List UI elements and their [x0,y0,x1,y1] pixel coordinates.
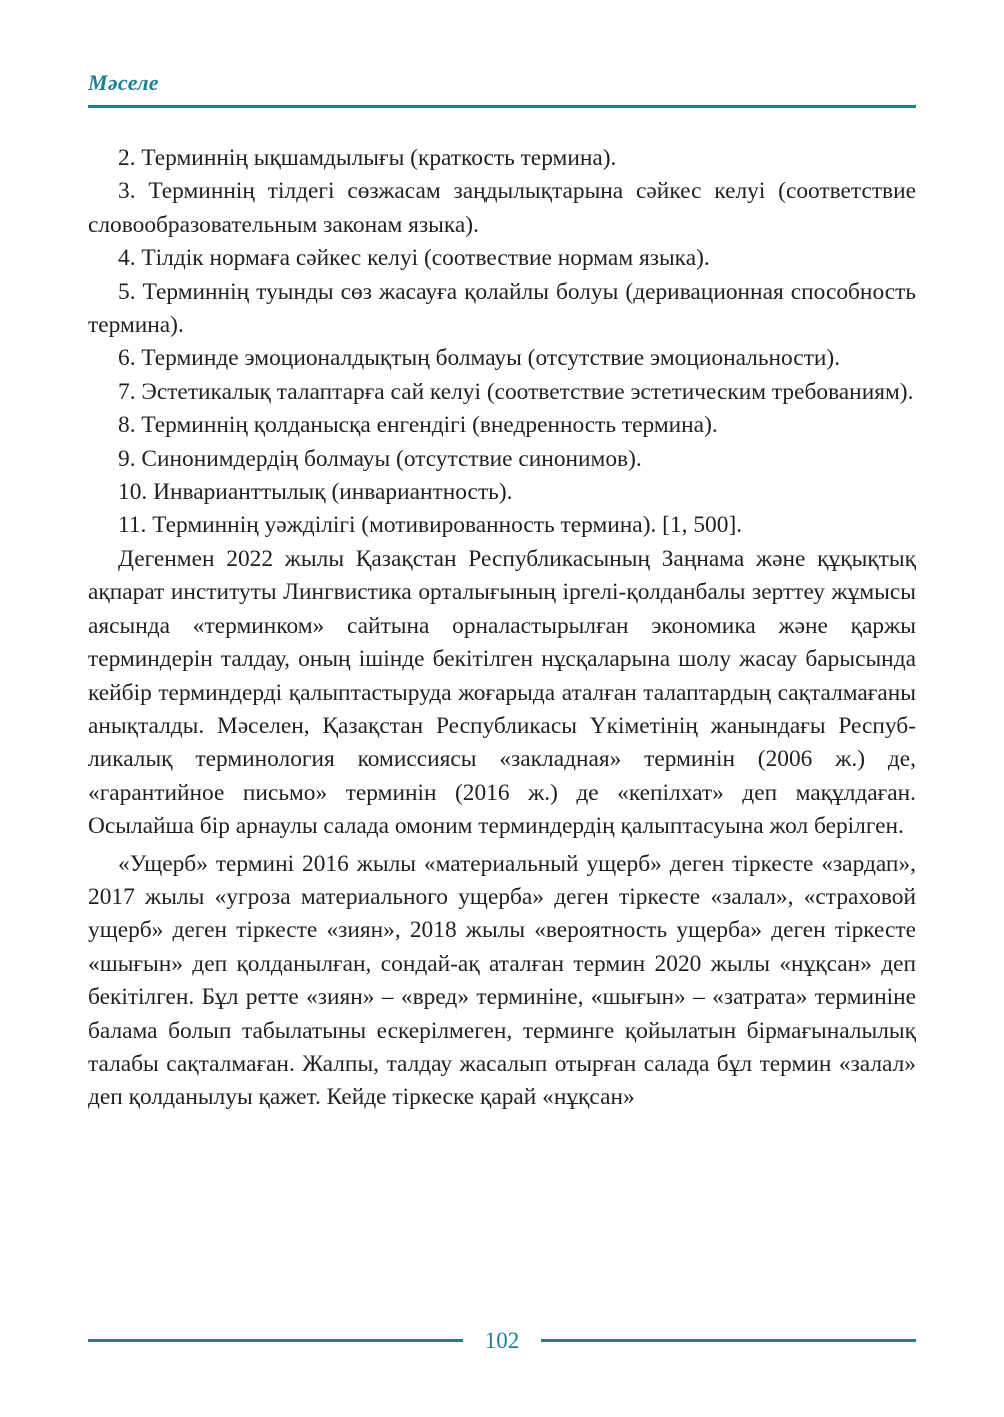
list-item-11: 11. Терминнің уәжділігі (мотивированность термина). [1, 500]. [118,512,743,539]
list-item-9: 9. Синонимдердің болмауы (отсутствие синонимов). [118,445,642,472]
header-divider [88,105,916,108]
page-body [88,142,916,1115]
list-item-6: 6. Терминде эмоционалдықтың болмауы (отсутствие эмоциональности). [118,345,841,372]
list-item-4: 4. Тілдік нормаға сәйкес келуі (соотвествие нормам языка). [118,245,710,272]
body-paragraph: «Ущерб» термині 2016 жылы «материальный ущерб» деген тіркесте «зардап», 2017 жылы «угроза материального ущерба» деген тіркесте «залал», «страховой ущерб» деген тіркесте «зиян», 2018 жылы «вероятность ущерба» деген тіркесте «шығын» деп қолданылған, сондай-ақ аталған термин 2020 жылы «нұқсан» деп бекітілген. Бұл ретте «зиян» – «вред» терминіне, «шығын» – «затрата» терминіне балама болып табылатыны ескерілмеген, терминге қойылатын бірмағыналылық талабы сақталмаған. Жалпы, талдау жасалып отырған салада бұл термин «залал» деп қолданылуы қажет. Кейде тіркеске қарай «нұқсан» [88,850,916,1111]
page-number: 102 [484,1328,520,1353]
list-item-5: 5. Терминнің туынды сөз жасауға қолайлы болуы (деривационная способность термина). [88,278,916,339]
page-footer [88,1325,916,1359]
footer-divider-right [541,1339,916,1342]
body-paragraph: Дегенмен 2022 жылы Қазақстан Республикасының Заңнама және құқықтық ақпарат институты Лингвистика орталығының іргелі-қолданбалы зерттеу жұмысы аясында «терминком» сайтына орналастырылған экономика және қаржы терминдерін талдау, оның ішінде бекітілген нұсқаларына шолу жасау барысында кейбір терминдерді қалыптастыруда жоғарыда аталған талаптардың сақталмағаны анықталды. Мәселен, Қазақстан Республикасы Үкіметінің жанындағы Республикалық терминология комиссиясы «закладная» терминін (2006 ж.) де, «гарантийное письмо» терминін (2016 ж.) де «кепілхат» деп мақұлдаған. Осылайша бір арнаулы салада омоним терминдердің қалыптасуына жол берілген. [88,545,916,840]
list-item-7: 7. Эстетикалық талаптарға сай келуі (соответствие эстетическим требованиям). [118,378,914,405]
list-item-2: 2. Терминнің ықшамдылығы (краткость термина). [118,145,617,171]
running-header-title: Мәселе [88,70,159,95]
list-item-8: 8. Терминнің қолданысқа енгендігі (внедренность термина). [118,412,718,439]
list-item-3: 3. Терминнің тілдегі сөзжасам заңдылықтарына сәйкес келуі (соответствие словообразовательным законам языка). [88,178,916,238]
list-item-10: 10. Инварианттылық (инвариантность). [118,479,513,506]
